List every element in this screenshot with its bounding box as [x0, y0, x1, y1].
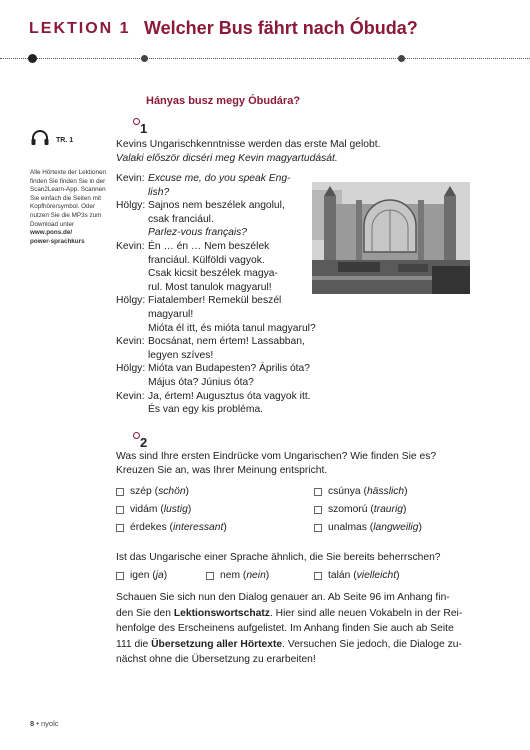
option-checkbox[interactable]: [314, 486, 408, 497]
para-text: den Sie den: [116, 607, 174, 619]
info-line: Scan2Learn-App. Scannen: [30, 186, 106, 194]
download-url[interactable]: www.pons.de/: [30, 229, 73, 237]
speaker-label: Hölgy:: [116, 200, 146, 212]
audio-info: [30, 169, 120, 246]
speech-line: És van egy kis probléma.: [148, 404, 264, 416]
para-text: 111 die: [116, 638, 152, 650]
translation-term: Übersetzung aller Hörtexte: [151, 638, 283, 650]
speaker-label: Kevin:: [116, 173, 145, 184]
speech-line: Parlez-vous français?: [148, 227, 248, 239]
option-de: traurig: [373, 504, 403, 515]
option-label: unalmas (langweilig): [328, 522, 422, 533]
page-word: nyolc: [41, 719, 59, 728]
option-checkbox[interactable]: [116, 504, 191, 515]
speech-line: Május óta? Június óta?: [148, 376, 254, 388]
dialog-turn: [116, 172, 316, 199]
checkbox-icon[interactable]: [314, 488, 322, 496]
speech-text: [148, 335, 316, 362]
dialog-turn: [116, 199, 316, 240]
info-line: Alle Hörtexte der Lektionen: [30, 169, 106, 176]
speech-line: Ja, értem! Augusztus óta vagyok itt.: [148, 390, 311, 402]
checkbox-icon[interactable]: [314, 524, 322, 532]
exercise-marker-icon: [133, 118, 140, 125]
dialog-turn: [116, 390, 316, 417]
para-text: . Hier sind alle neuen Vokabeln in der Rei-: [269, 607, 463, 619]
exercise-number: 2: [140, 435, 148, 450]
speech-text: [148, 199, 316, 240]
speech-line: Bocsánat, nem értem! Lassabban,: [148, 336, 305, 348]
answer-label: igen (ja): [130, 570, 168, 581]
option-label: érdekes (interessant): [130, 522, 227, 533]
option-de: lustig: [163, 504, 188, 515]
answer-label: talán (vielleicht): [328, 570, 400, 581]
answer-hu: igen: [130, 570, 150, 581]
exercise-number: 1: [140, 121, 148, 136]
question-line: Was sind Ihre ersten Eindrücke vom Ungarischen? Wie finden Sie es?: [116, 451, 437, 462]
para-line: [116, 637, 466, 653]
option-de: schön: [158, 486, 186, 497]
page-header: [0, 0, 530, 70]
footer-separator: •: [36, 719, 39, 728]
dialog-turn: [116, 335, 316, 362]
lesson-label: LEKTION 1: [29, 20, 131, 37]
speech-line: Fiatalember! Remekül beszél magyarul!: [148, 295, 282, 320]
para-line: [116, 606, 466, 622]
answer-de: nein: [246, 570, 266, 581]
para-line: Schauen Sie sich nun den Dialog genauer an. Ab Seite 96 im Anhang fin-: [116, 592, 450, 603]
info-line: Sie einfach die Seiten mit: [30, 194, 102, 202]
checkbox-icon[interactable]: [116, 524, 124, 532]
dialog: [116, 172, 316, 417]
headphones-icon: [30, 130, 50, 151]
page-footer: [30, 719, 59, 728]
lesson-title: Welcher Bus fährt nach Óbuda?: [144, 18, 418, 38]
track-label: TR. 1: [56, 137, 74, 144]
option-hu: szomorú: [328, 504, 368, 515]
audio-note: [30, 130, 120, 246]
dialog-turn: [116, 240, 316, 294]
option-de: interessant: [172, 522, 224, 533]
option-checkbox[interactable]: [314, 504, 406, 515]
section-subheading: Hányas busz megy Óbudára?: [146, 95, 301, 107]
dialog-turn: [116, 362, 316, 389]
exercise2-question: [116, 450, 456, 477]
speech-line: Mióta él itt, és mióta tanul magyarul?: [148, 322, 316, 334]
speaker-label: Kevin:: [116, 336, 145, 348]
speech-text: [148, 294, 316, 335]
intro-hu: Valaki először dicséri meg Kevin magyartudását.: [116, 152, 338, 164]
budapest-station-photo: [312, 182, 470, 294]
speech-line: Sajnos nem beszélek angolul,: [148, 200, 285, 212]
header-rule: [0, 58, 530, 59]
intro-de: Kevins Ungarischkenntnisse werden das erste Mal gelobt.: [116, 139, 381, 150]
para-text: . Versuchen Sie jedoch, die Dialoge zu-: [282, 638, 462, 650]
rule-dot: [28, 54, 37, 63]
option-hu: csúnya: [328, 486, 361, 497]
speech-line: csak franciául.: [148, 213, 214, 225]
info-line: Download unter: [30, 220, 75, 228]
answer-checkbox[interactable]: [206, 570, 269, 581]
checkbox-icon[interactable]: [314, 506, 322, 514]
rule-dot: [141, 55, 148, 62]
speaker-label: Hölgy:: [116, 363, 146, 375]
option-hu: érdekes: [130, 522, 167, 533]
checkbox-icon[interactable]: [206, 572, 214, 580]
checkbox-icon[interactable]: [116, 506, 124, 514]
instruction-paragraph: [116, 590, 466, 668]
exercise-intro: [116, 138, 436, 165]
info-line: Kopfhörersymbol. Oder: [30, 203, 96, 211]
speech-line: Mióta van Budapesten? Április óta?: [148, 363, 310, 375]
page-number: 8: [30, 719, 35, 728]
answer-de: ja: [155, 570, 164, 581]
speech-text: [148, 390, 316, 417]
rule-dot: [398, 55, 405, 62]
option-label: vidám (lustig): [130, 504, 192, 515]
option-de: langweilig: [373, 522, 419, 533]
answer-hu: nem: [220, 570, 241, 581]
question-line: Kreuzen Sie an, was Ihrer Meinung entspricht.: [116, 464, 328, 476]
checkbox-icon[interactable]: [116, 488, 124, 496]
checkbox-icon[interactable]: [116, 572, 124, 580]
checkbox-icon[interactable]: [314, 572, 322, 580]
info-line: finden Sie finden Sie in der: [30, 177, 106, 185]
vocab-term: Lektionswortschatz: [173, 607, 270, 619]
speech-line: lish?: [148, 186, 170, 198]
speech-text: [148, 362, 316, 389]
para-line: nächst ohne die Übersetzung zu erarbeiten!: [116, 654, 316, 666]
info-line: nutzen Sie die MP3s zum: [30, 211, 102, 219]
speech-text: [148, 172, 316, 199]
option-checkbox[interactable]: [116, 486, 189, 497]
answer-label: nem (nein): [220, 570, 270, 581]
option-de: hässlich: [366, 486, 405, 497]
option-hu: szép: [130, 486, 152, 497]
speaker-label: Hölgy:: [116, 295, 146, 307]
speech-text: [148, 240, 316, 294]
exercise-marker-icon: [133, 432, 140, 439]
speaker-label: Kevin:: [116, 390, 145, 402]
option-label: szomorú (traurig): [328, 504, 407, 515]
speaker-label: Kevin:: [116, 240, 145, 252]
option-hu: unalmas: [328, 522, 367, 533]
download-url[interactable]: power-sprachkurs: [30, 237, 85, 245]
speech-line: Én … én … Nem beszélek: [148, 240, 270, 252]
speech-line: rul. Most tanulok magyarul!: [148, 281, 272, 293]
speech-line: Excuse me, do you speak Eng-: [148, 173, 291, 184]
option-hu: vidám: [130, 504, 158, 515]
para-line: henfolge des Erscheinens aufgelistet. Im Anhang finden Sie auch ab Seite: [116, 623, 454, 635]
answer-de: vielleicht: [356, 570, 397, 581]
option-label: csúnya (hässlich): [328, 486, 408, 497]
option-checkbox[interactable]: [314, 522, 422, 533]
option-checkbox[interactable]: [116, 522, 227, 533]
speech-line: legyen szíves!: [148, 349, 214, 361]
dialog-turn: [116, 294, 316, 335]
answer-checkbox[interactable]: [116, 570, 167, 581]
speech-line: Csak kicsit beszélek magya-: [148, 268, 278, 280]
speech-line: franciául. Külföldi vagyok.: [148, 254, 265, 266]
similarity-question: Ist das Ungarische einer Sprache ähnlich, die Sie bereits beherrschen?: [116, 552, 441, 563]
option-label: szép (schön): [130, 486, 189, 497]
answer-hu: talán: [328, 570, 351, 581]
answer-checkbox[interactable]: [314, 570, 400, 581]
